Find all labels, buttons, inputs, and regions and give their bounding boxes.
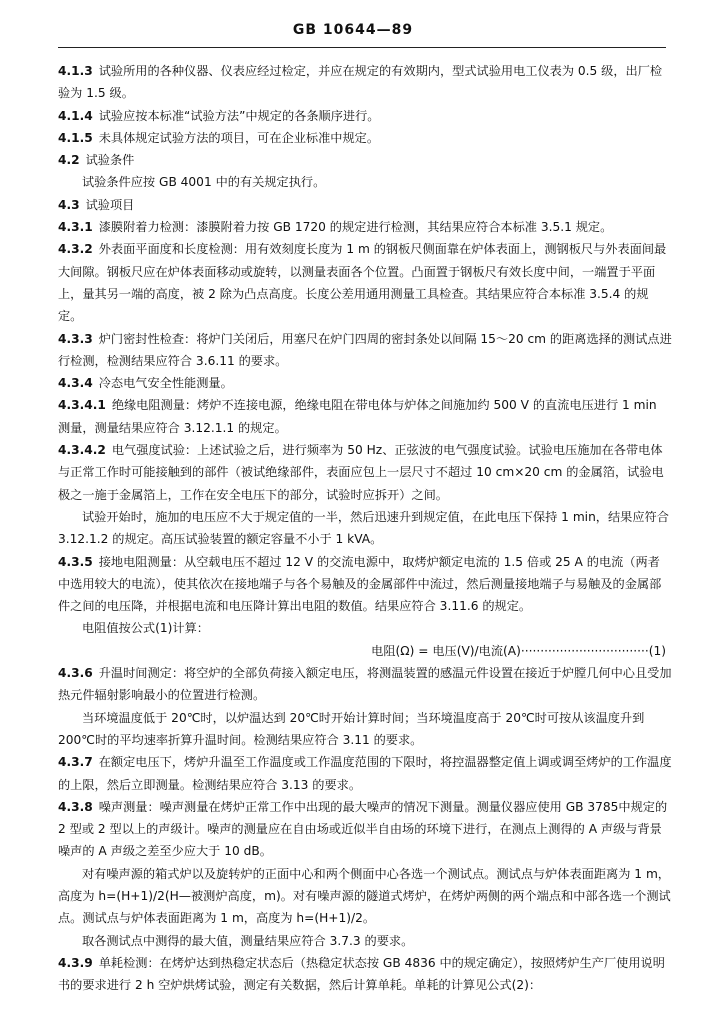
clause-4-3-5: [58, 551, 672, 618]
document-body: [58, 60, 672, 996]
clause-text: 电气强度试验：上述试验之后，进行频率为 50 Hz、正弦波的电气强度试验。试验电压施加在各带电体与正常工作时可能接触到的部件（被试绝缘部件，表面应包上一层尺寸不超过 10 cm×20 cm 的金属箔，试验电极之一施于金属箔上，工作在安全电压下的部分，试验时应拆开）之间。: [58, 443, 664, 502]
clause-text: 未具体规定试验方法的项目，可在企业标准中规定。: [98, 130, 380, 145]
clause-text: 升温时间测定：将空炉的全部负荷接入额定电压，将测温装置的感温元件设置在接近于炉膛几何中心且受加热元件辐射影响最小的位置进行检测。: [58, 666, 672, 703]
clause-4-1-3: [58, 60, 672, 105]
clause-4-3-8: [58, 796, 672, 863]
clause-4-3-1: [58, 216, 672, 238]
clause-number: 4.3.9: [58, 955, 93, 970]
clause-text: 试验应按本标准“试验方法”中规定的各条顺序进行。: [98, 108, 380, 123]
clause-number: 4.3.5: [58, 554, 93, 569]
clause-4-3-4: [58, 372, 672, 394]
clause-number: 4.3.3: [58, 331, 93, 346]
clause-4-3-6: [58, 662, 672, 707]
clause-text: 外表面平面度和长度检测：用有效刻度长度为 1 m 的钢板尺侧面靠在炉体表面上，测钢板尺与外表面间最大间隙。钢板尺应在炉体表面移动或旋转，以测量表面各个位置。凸面置于钢板尺有效长度中间，一端置于平面上，量其另一端的高度，被 2 除为凸点高度。长度公差用通用测量工具检查。其结果应符合本标准 3.5.4 的规定。: [58, 242, 667, 324]
clause-number: 4.3: [58, 197, 80, 212]
paragraph: 对有噪声源的箱式炉以及旋转炉的正面中心和两个侧面中心各选一个测试点。测试点与炉体表面距离为 1 m，高度为 h=(H+1)/2(H—被测炉高度，m)。对有噪声源的隧道式烤炉，在烤炉两侧的两个端点和中部各选一个测试点。测试点与炉体表面距离为 1 m，高度为 h=(H+1)/2。: [58, 866, 671, 926]
clause-number: 4.2: [58, 153, 80, 168]
paragraph: 试验开始时，施加的电压应不大于规定值的一半，然后迅速升到规定值，在此电压下保持 1 min，结果应符合 3.12.1.2 的规定。高压试验装置的额定容量不小于 1 kVA。: [58, 509, 669, 547]
clause-4-3-2: [58, 238, 672, 327]
clause-number: 4.1.3: [58, 64, 93, 78]
clause-number: 4.3.6: [58, 666, 93, 681]
clause-number: 4.3.4.1: [58, 398, 106, 413]
clause-number: 4.3.1: [58, 220, 93, 235]
clause-text: 单耗检测：在烤炉达到热稳定状态后（热稳定状态按 GB 4836 中的规定确定），按照烤炉生产厂使用说明书的要求进行 2 h 空炉烘烤试验，测定有关数据，然后计算单耗。单耗的计算见公式(2)：: [58, 955, 665, 993]
clause-text: 漆膜附着力检测：漆膜附着力按 GB 1720 的规定进行检测，其结果应符合本标准 3.5.1 规定。: [98, 220, 613, 235]
clause-text: 试验项目: [85, 197, 135, 212]
standard-number: GB 10644—89: [292, 22, 414, 38]
formula-1: 电阻(Ω) = 电压(V)/电流(A)·································(1): [371, 643, 666, 658]
paragraph: 取各测试点中测得的最大值，测量结果应符合 3.7.3 的要求。: [82, 933, 414, 948]
clause-4-1-5: [58, 127, 672, 149]
section-4-3: [58, 194, 672, 216]
clause-text: 接地电阻测量：从空载电压不超过 12 V 的交流电源中，取烤炉额定电流的 1.5 倍或 25 A 的电流（两者中选用较大的电流），使其依次在接地端子与各个易触及的金属部件中流过，然后测量接地端子与易触及的金属部件之间的电压降，并根据电流和电压降计算出电阻的数值。结果应符合 3.11.6 的规定。: [58, 554, 662, 614]
clause-4-3-7: [58, 751, 672, 796]
paragraph: 电阻值按公式(1)计算：: [82, 621, 209, 636]
paragraph: 当环境温度低于 20℃时，以炉温达到 20℃时开始计算时间；当环境温度高于 20℃时可按从该温度升到 200℃时的平均速率折算升温时间。检测结果应符合 3.11 的要求。: [58, 710, 645, 747]
section-4-2: [58, 149, 672, 171]
header-rule: [58, 47, 666, 48]
clause-number: 4.3.2: [58, 242, 93, 257]
clause-text: 试验条件: [85, 153, 135, 168]
clause-4-1-4: [58, 105, 672, 127]
clause-text: 冷态电气安全性能测量。: [98, 376, 233, 391]
clause-number: 4.1.5: [58, 130, 93, 145]
clause-text: 试验所用的各种仪器、仪表应经过检定，并应在规定的有效期内，型式试验用电工仪表为 0.5 级，出厂检验为 1.5 级。: [58, 64, 663, 101]
clause-4-3-4-1: [58, 394, 672, 439]
clause-4-3-4-2: [58, 439, 672, 506]
clause-number: 4.3.4: [58, 376, 93, 391]
clause-text: 噪声测量：噪声测量在烤炉正常工作中出现的最大噪声的情况下测量。测量仪器应使用 GB 3785中规定的 2 型或 2 型以上的声级计。噪声的测量应在自由场或近似半自由场的环境下进行，在测点上测得的 A 声级与背景噪声的 A 声级之差至少应大于 10 dB。: [58, 799, 668, 859]
clause-number: 4.3.4.2: [58, 443, 106, 458]
clause-number: 4.3.8: [58, 799, 93, 814]
clause-4-3-9: [58, 952, 672, 997]
paragraph: 试验条件应按 GB 4001 中的有关规定执行。: [82, 175, 326, 190]
clause-4-3-3: [58, 328, 672, 373]
clause-number: 4.3.7: [58, 755, 93, 770]
clause-text: 在额定电压下，烤炉升温至工作温度或工作温度范围的下限时，将控温器整定值上调或调至烤炉的工作温度的上限，然后立即测量。检测结果应符合 3.13 的要求。: [58, 755, 672, 792]
clause-text: 绝缘电阻测量：烤炉不连接电源，绝缘电阻在带电体与炉体之间施加约 500 V 的直流电压进行 1 min 测量，测量结果应符合 3.12.1.1 的规定。: [58, 398, 657, 435]
clause-number: 4.1.4: [58, 108, 93, 123]
clause-text: 炉门密封性检查：将炉门关闭后，用塞尺在炉门四周的密封条处以间隔 15～20 cm 的距离选择的测试点进行检测，检测结果应符合 3.6.11 的要求。: [58, 331, 672, 368]
